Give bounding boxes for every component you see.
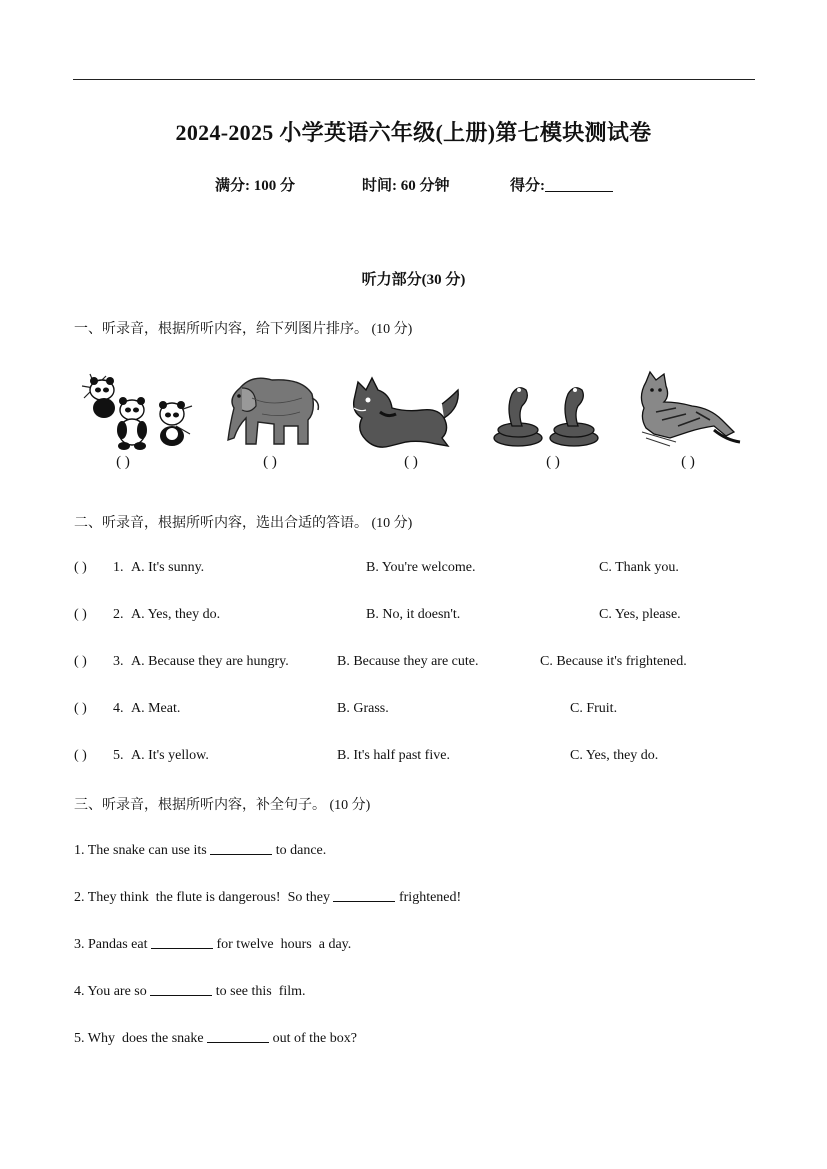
question-5-paren[interactable]: ( ) — [74, 748, 87, 763]
question-3-option-b: B. Because they are cute. — [337, 654, 479, 669]
question-1-paren[interactable]: ( ) — [74, 560, 87, 575]
page-title: 2024-2025 小学英语六年级(上册)第七模块测试卷 — [175, 120, 652, 145]
question-1-option-a: A. It's sunny. — [131, 560, 205, 575]
sentence-5-after: out of the box? — [272, 1031, 357, 1046]
question-3-number: 3. — [113, 654, 124, 669]
sentence-1-before: 1. The snake can use its — [74, 843, 207, 858]
question-4-option-b: B. Grass. — [337, 701, 389, 716]
part3-heading: 三、听录音，根据所听内容，补全句子。 (10 分) — [74, 798, 371, 813]
question-3-option-c: C. Because it's frightened. — [540, 654, 687, 669]
sentence-5-blank[interactable] — [207, 1030, 269, 1043]
sentence-4-before: 4. You are so — [74, 984, 147, 999]
sentence-1-after: to dance. — [275, 843, 327, 858]
score-label: 得分: — [510, 178, 545, 194]
elephant-picture — [212, 368, 330, 452]
exam-time: 时间: 60 分钟 — [362, 178, 450, 194]
sentence-5 — [74, 1030, 357, 1047]
question-5-option-b: B. It's half past five. — [337, 748, 450, 763]
picture-answer-3[interactable]: ( ) — [404, 454, 418, 470]
picture-answer-2[interactable]: ( ) — [263, 454, 277, 470]
question-1-option-c: C. Thank you. — [599, 560, 679, 575]
question-5-number: 5. — [113, 748, 124, 763]
picture-answer-1[interactable]: ( ) — [116, 454, 130, 470]
sentence-2-after: frightened! — [398, 890, 462, 905]
question-1-option-b: B. You're welcome. — [366, 560, 476, 575]
part2-heading: 二、听录音，根据所听内容，选出合适的答语。 (10 分) — [74, 516, 413, 531]
sentence-2-before: 2. They think the flute is dangerous! So they — [74, 890, 330, 905]
question-3-option-a: A. Because they are hungry. — [131, 654, 289, 669]
sentence-4-after: to see this film. — [215, 984, 306, 999]
question-1-number: 1. — [113, 560, 124, 575]
sentence-3-before: 3. Pandas eat — [74, 937, 148, 952]
sentence-3-blank[interactable] — [151, 936, 213, 949]
score-blank[interactable] — [545, 177, 613, 192]
sentence-4 — [74, 983, 306, 1000]
dog-picture — [346, 368, 464, 452]
sentence-3-after: for twelve hours a day. — [216, 937, 352, 952]
pandas-picture — [76, 368, 194, 452]
question-2-option-a: A. Yes, they do. — [131, 607, 221, 622]
picture-answer-5[interactable]: ( ) — [681, 454, 695, 470]
full-score: 满分: 100 分 — [215, 178, 295, 194]
cat-picture — [626, 368, 744, 452]
question-5-option-a: A. It's yellow. — [131, 748, 209, 763]
question-4-option-a: A. Meat. — [131, 701, 181, 716]
sentence-2-blank[interactable] — [333, 889, 395, 902]
question-4-paren[interactable]: ( ) — [74, 701, 87, 716]
sentence-2 — [74, 889, 461, 906]
snakes-picture — [488, 368, 606, 452]
sentence-1 — [74, 842, 326, 859]
part1-heading: 一、听录音，根据所听内容，给下列图片排序。 (10 分) — [74, 322, 413, 337]
top-rule — [73, 79, 755, 80]
picture-answer-4[interactable]: ( ) — [546, 454, 560, 470]
question-4-number: 4. — [113, 701, 124, 716]
question-2-option-c: C. Yes, please. — [599, 607, 681, 622]
sentence-5-before: 5. Why does the snake — [74, 1031, 204, 1046]
question-5-option-c: C. Yes, they do. — [570, 748, 659, 763]
question-2-number: 2. — [113, 607, 124, 622]
question-3-paren[interactable]: ( ) — [74, 654, 87, 669]
question-4-option-c: C. Fruit. — [570, 701, 618, 716]
question-2-paren[interactable]: ( ) — [74, 607, 87, 622]
question-2-option-b: B. No, it doesn't. — [366, 607, 461, 622]
sentence-4-blank[interactable] — [150, 983, 212, 996]
sentence-1-blank[interactable] — [210, 842, 272, 855]
score-field — [510, 174, 613, 195]
listening-section-title: 听力部分(30 分) — [361, 272, 466, 288]
sentence-3 — [74, 936, 351, 953]
